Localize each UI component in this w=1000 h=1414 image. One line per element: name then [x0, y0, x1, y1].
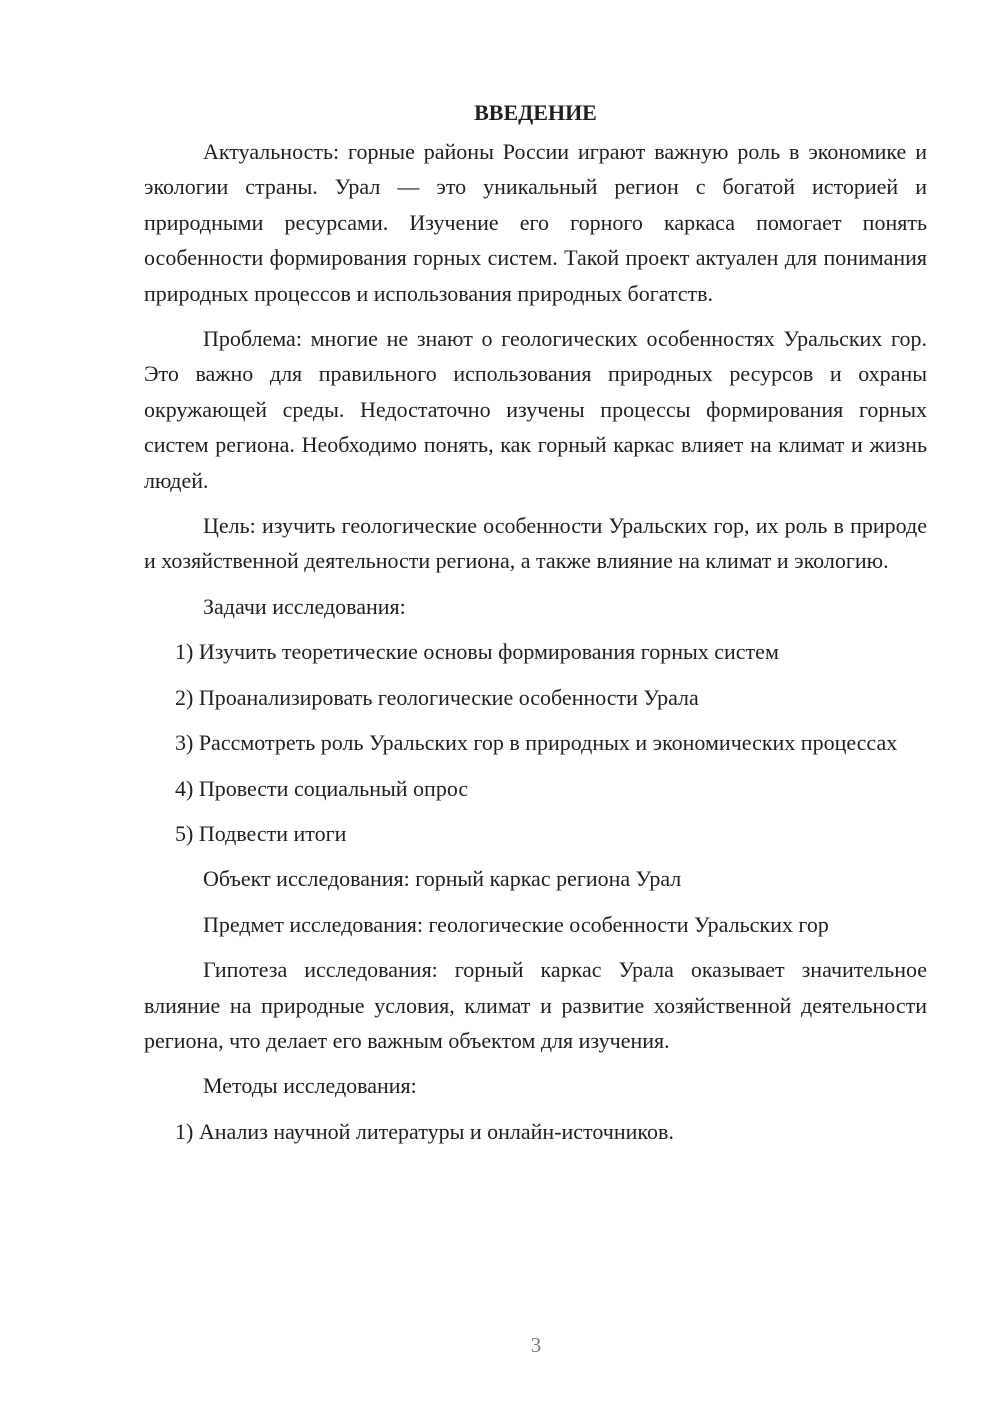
task-item: 5) Подвести итоги [175, 820, 347, 846]
task-item: 2) Проанализировать геологические особенности Урала [175, 684, 699, 710]
task-item: 1) Изучить теоретические основы формирования горных систем [175, 639, 779, 665]
page-number: 3 [530, 1333, 542, 1357]
research-subject: Предмет исследования: геологические особенности Уральских гор [203, 911, 829, 937]
research-object: Объект исследования: горный каркас региона Урал [203, 866, 682, 892]
research-hypothesis: Гипотеза исследования: горный каркас Урала оказывает значительное влияние на природные условия, климат и развитие хозяйственной деятельности региона, что делает его важным объектом для изучения. [144, 957, 927, 1053]
problem-paragraph: Проблема: многие не знают о геологических особенностях Уральских гор. Это важно для правильного использования природных ресурсов и охраны окружающей среды. Недостаточно изучены процессы формирования горных систем региона. Необходимо понять, как горный каркас влияет на климат и жизнь людей. [144, 326, 927, 493]
task-item: 4) Провести социальный опрос [175, 775, 469, 801]
section-title: ВВЕДЕНИЕ [474, 100, 597, 125]
goal-paragraph: Цель: изучить геологические особенности Уральских гор, их роль в природе и хозяйственной деятельности региона, а также влияние на климат и экологию. [144, 513, 927, 574]
method-item: 1) Анализ научной литературы и онлайн-источников. [175, 1118, 674, 1144]
methods-heading: Методы исследования: [203, 1073, 417, 1099]
tasks-heading: Задачи исследования: [203, 593, 406, 619]
task-item: 3) Рассмотреть роль Уральских гор в природных и экономических процессах [175, 730, 898, 756]
relevance-paragraph: Актуальность: горные районы России играют важную роль в экономике и экологии страны. Урал — это уникальный регион с богатой историей и природными ресурсами. Изучение его горного каркаса помогает понять особенности формирования горных систем. Такой проект актуален для понимания природных процессов и использования природных богатств. [144, 139, 927, 306]
document-body [144, 95, 927, 1149]
